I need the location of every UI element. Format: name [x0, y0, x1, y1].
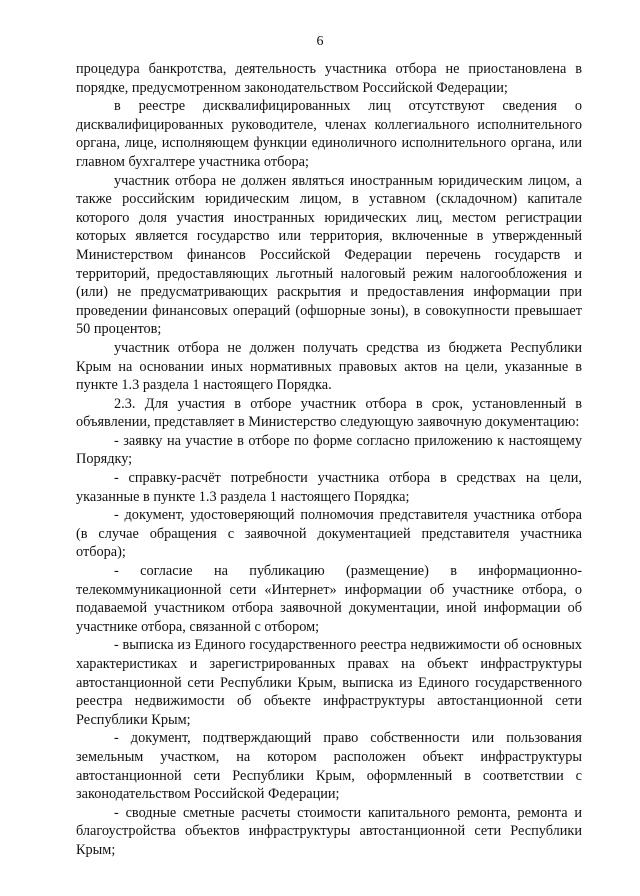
list-item-publication-consent: - согласие на публикацию (размещение) в информационно-телекоммуникационной сети «Интернет» информации об участнике отбора, о подаваемой участником отбора заявочной документации, иной информации об участнике отбора, связанной с отбором;	[76, 563, 582, 635]
list-item-land-rights: - документ, подтверждающий право собственности или пользования земельным участком, на котором расположен объект инфраструктуры автостанционной сети Республики Крым, оформленный в соответствии с законодательством Российской Федерации;	[76, 730, 582, 803]
paragraph-disqualified: в реестре дисквалифицированных лиц отсутствуют сведения о дисквалифицированных руководителе, членах коллегиального исполнительного органа, лице, исполняющем функции единоличного исполнительного органа, или главном бухгалтере участника отбора;	[76, 98, 582, 170]
paragraph-section-2-3: 2.3. Для участия в отборе участник отбора в срок, установленный в объявлении, представляет в Министерство следующую заявочную документацию:	[76, 395, 582, 431]
document-body	[76, 60, 582, 860]
page-number: 6	[316, 34, 324, 49]
list-item-cost-estimates: - сводные сметные расчеты стоимости капитального ремонта, ремонта и благоустройства объектов инфраструктуры автостанционной сети Республики Крым;	[76, 804, 582, 858]
list-item-application: - заявку на участие в отборе по форме согласно приложению к настоящему Порядку;	[76, 432, 582, 468]
paragraph-foreign-entity: участник отбора не должен являться иностранным юридическим лицом, а также российским юридическим лицом, в уставном (складочном) капитале которого доля участия иностранных юридических лиц, местом регистрации которых является государство или территория, включенные в утвержденный Министерством финансов Российской Федерации перечень государств и территорий, предоставляющих льготный налоговый режим налогообложения и (или) не предусматривающих раскрытия и предоставления информации при проведении финансовых операций (офшорные зоны), в совокупности превышает 50 процентов;	[76, 172, 582, 338]
list-item-registry-extract: - выписка из Единого государственного реестра недвижимости об основных характеристиках и зарегистрированных правах на объект инфраструктуры автостанционной сети Республики Крым, выписка из Единого государственного реестра недвижимости об объекте инфраструктуры автостанционной сети Республики Крым;	[76, 637, 582, 728]
paragraph-bankruptcy: процедура банкротства, деятельность участника отбора не приостановлена в порядке, предусмотренном законодательством Российской Федерации;	[76, 61, 582, 96]
list-item-calculation: - справку-расчёт потребности участника отбора в средствах на цели, указанные в пункте 1.3 раздела 1 настоящего Порядка;	[76, 470, 582, 505]
list-item-authority-document: - документ, удостоверяющий полномочия представителя участника отбора (в случае обращения с заявочной документацией представителя участника отбора);	[76, 507, 582, 561]
paragraph-budget-funds: участник отбора не должен получать средства из бюджета Республики Крым на основании иных нормативных правовых актов на цели, указанные в пункте 1.3 раздела 1 настоящего Порядка.	[76, 339, 582, 394]
